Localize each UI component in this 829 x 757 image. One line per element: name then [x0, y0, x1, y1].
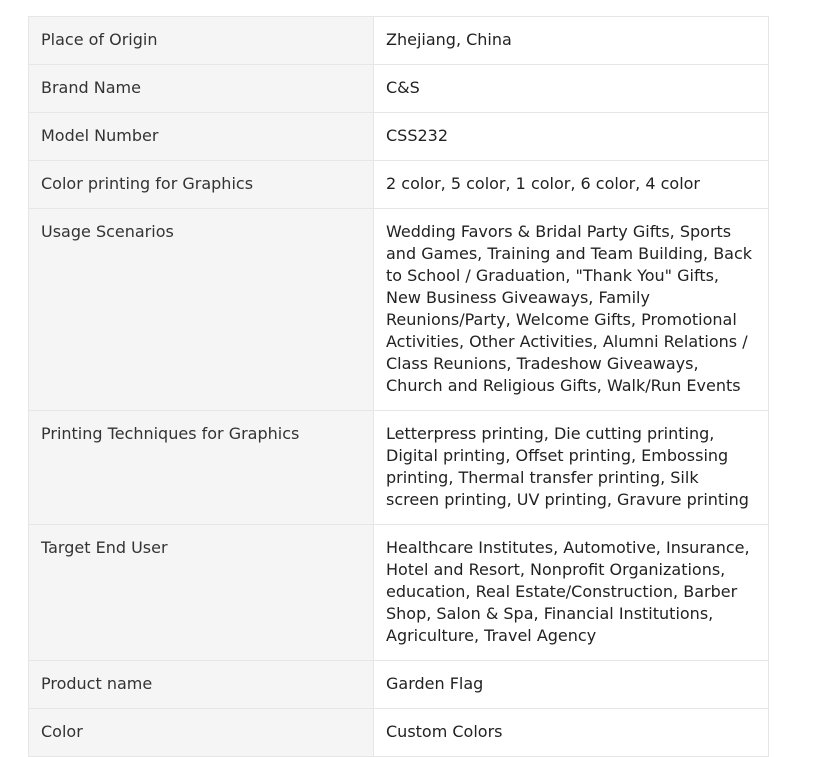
- spec-value: Zhejiang, China: [374, 17, 769, 65]
- spec-value: Garden Flag: [374, 661, 769, 709]
- spec-row-model-number: [29, 113, 769, 161]
- spec-value: 2 color, 5 color, 1 color, 6 color, 4 color: [374, 161, 769, 209]
- spec-label: Color: [29, 709, 374, 757]
- spec-label: Brand Name: [29, 65, 374, 113]
- spec-row-target-end-user: [29, 525, 769, 661]
- spec-row-place-of-origin: [29, 17, 769, 65]
- spec-value: CSS232: [374, 113, 769, 161]
- product-spec-table: [28, 16, 769, 757]
- spec-row-printing-techniques: [29, 411, 769, 525]
- spec-row-usage-scenarios: [29, 209, 769, 411]
- spec-label: Place of Origin: [29, 17, 374, 65]
- spec-row-brand-name: [29, 65, 769, 113]
- spec-row-product-name: [29, 661, 769, 709]
- spec-label: Color printing for Graphics: [29, 161, 374, 209]
- spec-label: Printing Techniques for Graphics: [29, 411, 374, 525]
- spec-label: Target End User: [29, 525, 374, 661]
- spec-value: Letterpress printing, Die cutting printing, Digital printing, Offset printing, Embossing printing, Thermal transfer printing, Silk screen printing, UV printing, Gravure printing: [374, 411, 769, 525]
- spec-value: Wedding Favors & Bridal Party Gifts, Sports and Games, Training and Team Building, Back to School / Graduation, "Thank You" Gifts, New Business Giveaways, Family Reunions/Party, Welcome Gifts, Promotional Activities, Other Activities, Alumni Relations / Class Reunions, Tradeshow Giveaways, Church and Religious Gifts, Walk/Run Events: [374, 209, 769, 411]
- spec-label: Model Number: [29, 113, 374, 161]
- spec-value: Healthcare Institutes, Automotive, Insurance, Hotel and Resort, Nonprofit Organizations, education, Real Estate/Construction, Barber Shop, Salon & Spa, Financial Institutions, Agriculture, Travel Agency: [374, 525, 769, 661]
- spec-value: Custom Colors: [374, 709, 769, 757]
- spec-row-color-printing: [29, 161, 769, 209]
- spec-label: Usage Scenarios: [29, 209, 374, 411]
- spec-row-color: [29, 709, 769, 757]
- spec-value: C&S: [374, 65, 769, 113]
- product-spec-panel: [28, 16, 769, 757]
- spec-label: Product name: [29, 661, 374, 709]
